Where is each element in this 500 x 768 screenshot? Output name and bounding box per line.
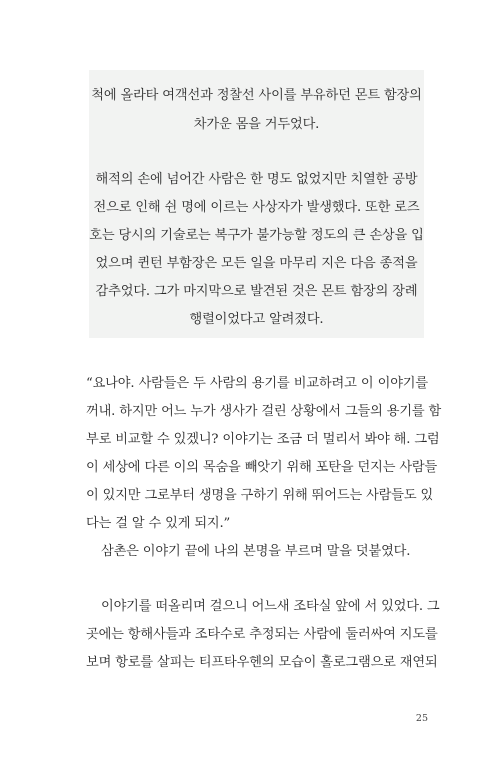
boxed-passage (89, 70, 424, 338)
body-line: 꺼내. 하지만 어느 누가 생사가 걸린 상황에서 그들의 용기를 함 (86, 404, 442, 419)
boxed-line: 행렬이었다고 알려졌다. (189, 312, 324, 327)
boxed-line: 차가운 몸을 거두었다. (193, 117, 320, 132)
body-line: 이 세상에 다른 이의 목숨을 빼앗기 위해 포탄을 던지는 사람들 (86, 460, 438, 475)
boxed-line: 감추었다. 그가 마지막으로 발견된 것은 몬트 함장의 장례 (95, 284, 418, 299)
boxed-line: 었으며 퀸턴 부함장은 모든 일을 마무리 지은 다음 종적을 (95, 256, 418, 271)
body-line: 삼촌은 이야기 끝에 나의 본명을 부르며 말을 덧붙였다. (101, 544, 411, 559)
boxed-line: 호는 당시의 기술로는 복구가 불가능할 정도의 큰 손상을 입 (89, 228, 424, 243)
body-line: 곳에는 항해사들과 조타수로 추정되는 사람에 둘러싸여 지도를 (86, 627, 438, 642)
page-number: 25 (415, 713, 428, 724)
body-line: 이 있지만 그로부터 생명을 구하기 위해 뛰어드는 사람들도 있 (86, 488, 434, 503)
body-line: 이야기를 떠올리며 걸으니 어느새 조타실 앞에 서 있었다. 그 (101, 599, 440, 614)
body-line: “요나야. 사람들은 두 사람의 용기를 비교하려고 이 이야기를 (86, 376, 428, 391)
boxed-line: 전으로 인해 쉰 명에 이르는 사상자가 발생했다. 또한 로즈 (93, 200, 420, 215)
boxed-line: 척에 올라타 여객선과 정찰선 사이를 부유하던 몬트 함장의 (91, 88, 422, 103)
boxed-line: 해적의 손에 넘어간 사람은 한 명도 없었지만 치열한 공방 (95, 172, 418, 187)
body-line: 부로 비교할 수 있겠니? 이야기는 조금 더 멀리서 봐야 해. 그럼 (86, 432, 440, 447)
body-line: 보며 항로를 살피는 티프타우헨의 모습이 홀로그램으로 재연되 (86, 655, 438, 670)
body-line: 다는 걸 알 수 있게 되지.” (86, 516, 231, 531)
